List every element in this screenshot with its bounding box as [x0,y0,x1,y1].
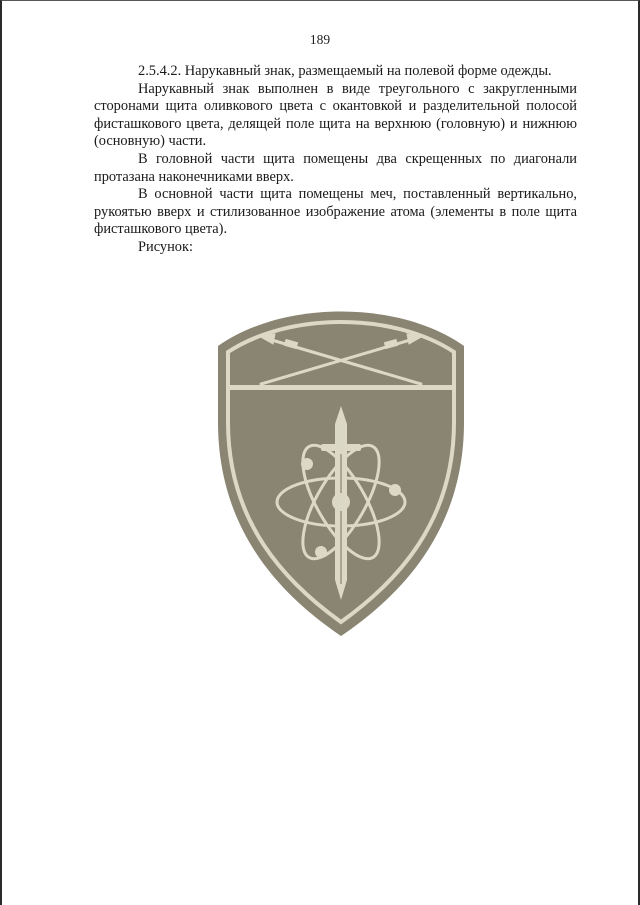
shield-divider [228,385,454,390]
shoulder-patch-shield-icon [213,294,469,636]
shoulder-patch-figure [213,294,469,636]
paragraph-description: Нарукавный знак выполнен в виде треугольного с закругленными сторонами щита оливкового цвета с окантовкой и разделительной полосой фисташкового цвета, делящей поле щита на верхнюю (головную) и нижнюю (основную) части. [94,80,577,150]
figure-label: Рисунок: [138,238,193,255]
page-number: 189 [309,32,331,47]
section-heading: 2.5.4.2. Нарукавный знак, размещаемый на полевой форме одежды. [138,63,552,79]
paragraph-main-part: В основной части щита помещены меч, поставленный вертикально, рукоятью вверх и стилизованное изображение атома (элементы в поле щита фисташкового цвета). [94,186,577,238]
paragraph-head-part: В головной части щита помещены два скрещенных по диагонали протазана наконечниками вверх. [94,150,577,185]
document-body [94,63,577,257]
